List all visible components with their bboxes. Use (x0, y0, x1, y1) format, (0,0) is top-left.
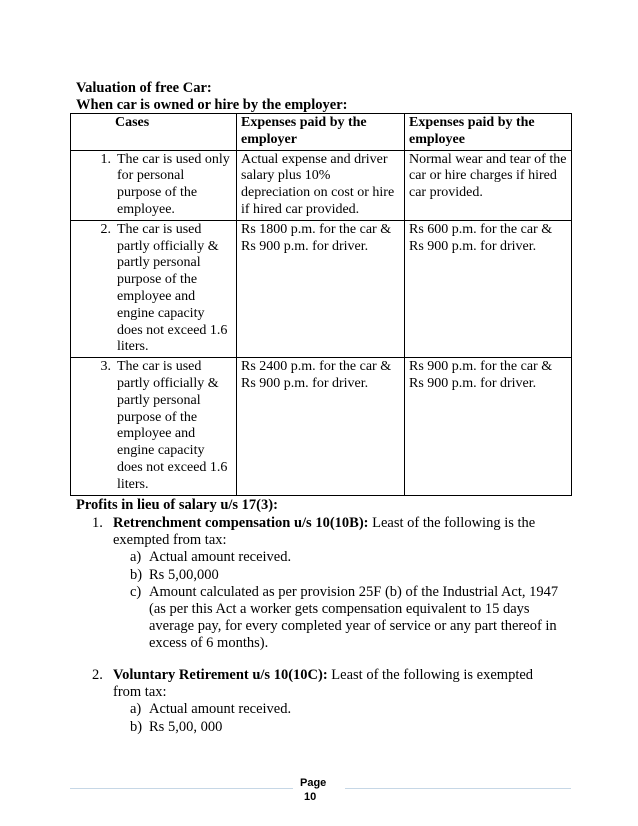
table-cell-employer: Actual expense and driver salary plus 10% depreciation on cost or hire if hired car provided. (237, 150, 405, 220)
case-number: 2. (100, 221, 111, 237)
sub-item-text: average pay, for every completed year of service or any part thereof in (149, 618, 557, 634)
table-cell-case (71, 358, 237, 495)
sub-item-text: Amount calculated as per provision 25F (b) of the Industrial Act, 1947 (149, 584, 559, 600)
sub-item-text: Actual amount received. (149, 701, 292, 717)
footer-divider-right (345, 788, 571, 789)
table-header-employer: Expenses paid by the employer (237, 114, 405, 151)
page-label: Page (300, 777, 327, 789)
item-title: Retrenchment compensation u/s 10(10B): (113, 515, 369, 531)
car-valuation-table (70, 113, 572, 496)
list-number: 1. (92, 515, 103, 531)
sub-item-label: b) (130, 567, 143, 583)
table-row (71, 150, 572, 220)
case-description: The car is used partly officially & partly personal purpose of the employee and engine capacity does not exceed 1.6 liters. (117, 221, 228, 355)
sub-item-text: Actual amount received. (149, 549, 292, 565)
sub-item-label: a) (130, 701, 142, 717)
page-number: 10 (304, 791, 317, 803)
section-subheading-car-owned: When car is owned or hire by the employer: (76, 97, 348, 113)
table-cell-employee: Rs 600 p.m. for the car & Rs 900 p.m. for driver. (405, 220, 572, 357)
case-description: The car is used partly officially & partly personal purpose of the employee and engine capacity does not exceed 1.6 liters. (117, 359, 228, 492)
item-text: Least of the following is the (368, 515, 536, 531)
table-header-cases: Cases (71, 114, 237, 151)
case-number: 1. (100, 151, 111, 167)
sub-item-label: c) (130, 584, 142, 600)
table-header-employee: Expenses paid by the employee (405, 114, 572, 151)
table-cell-employee: Normal wear and tear of the car or hire charges if hired car provided. (405, 150, 572, 220)
sub-item-label: b) (130, 719, 143, 735)
list-item-line: exempted from tax: (113, 532, 227, 548)
table-cell-employee: Rs 900 p.m. for the car & Rs 900 p.m. for driver. (405, 358, 572, 495)
section-heading-valuation: Valuation of free Car: (76, 80, 212, 96)
list-item-line: from tax: (113, 684, 167, 700)
sub-item-text: excess of 6 months). (149, 635, 269, 651)
section-heading-profits: Profits in lieu of salary u/s 17(3): (76, 497, 278, 513)
table-cell-case (71, 150, 237, 220)
sub-item-text: Rs 5,00,000 (149, 567, 219, 583)
case-description: The car is used only for personal purpose of the employee. (117, 151, 230, 217)
case-number: 3. (100, 359, 111, 375)
list-item-line (113, 515, 568, 532)
table-row (71, 220, 572, 357)
table-header-row (71, 114, 572, 151)
list-number: 2. (92, 667, 103, 683)
sub-item-label: a) (130, 549, 142, 565)
sub-item-text: (as per this Act a worker gets compensation equivalent to 15 days (149, 601, 530, 617)
sub-item-text: Rs 5,00, 000 (149, 719, 223, 735)
table-cell-employer: Rs 1800 p.m. for the car & Rs 900 p.m. for driver. (237, 220, 405, 357)
list-item-line (113, 667, 568, 684)
table-row (71, 358, 572, 495)
item-text: Least of the following is exempted (327, 667, 534, 683)
footer-divider-left (70, 788, 293, 789)
table-cell-employer: Rs 2400 p.m. for the car & Rs 900 p.m. for driver. (237, 358, 405, 495)
table-cell-case (71, 220, 237, 357)
item-title: Voluntary Retirement u/s 10(10C): (113, 667, 328, 683)
